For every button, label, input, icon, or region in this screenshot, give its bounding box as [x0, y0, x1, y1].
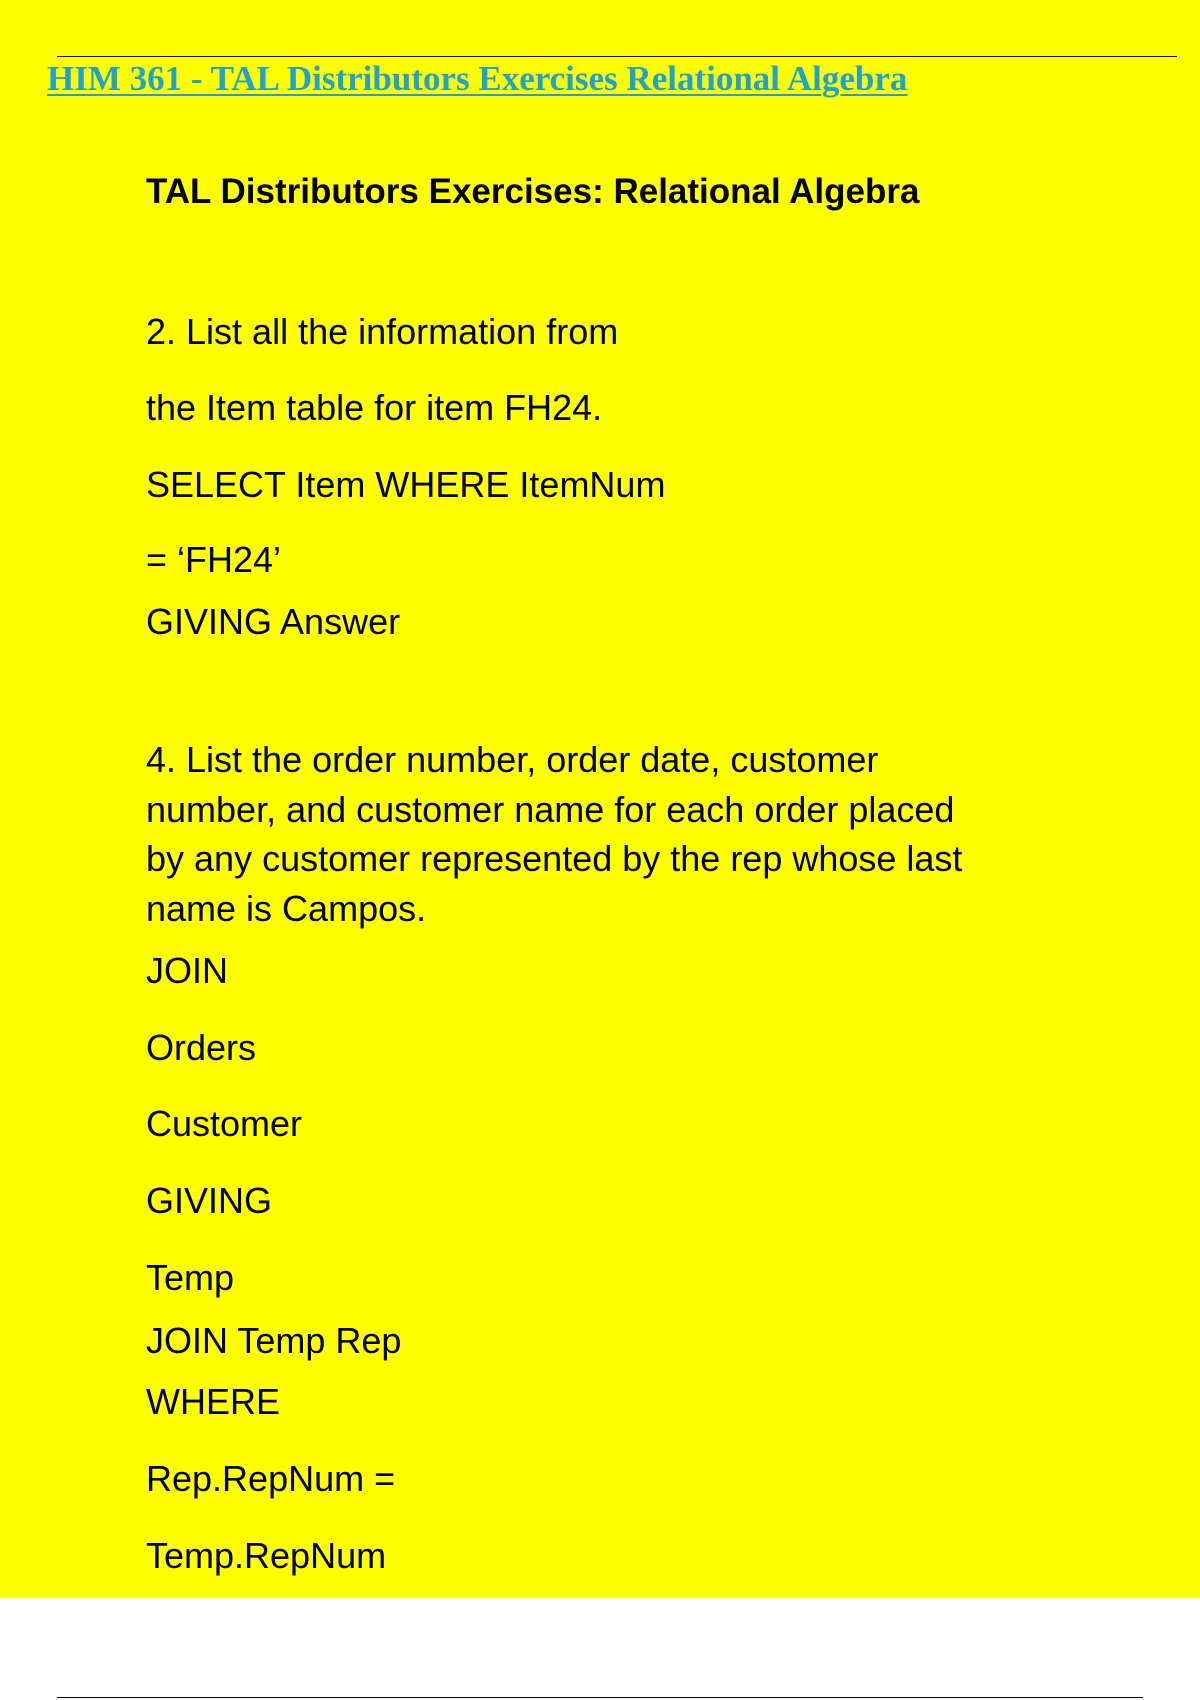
q2-line-1: 2. List all the information from: [146, 311, 619, 352]
q4-question-line: 4. List the order number, order date, customer: [146, 739, 879, 780]
q4-answer-line-9: Temp.RepNum: [146, 1535, 387, 1576]
q4-question: [146, 735, 1146, 933]
q4-question-line: name is Campos.: [146, 887, 427, 929]
q4-question-line: number, and customer name for each order placed: [146, 788, 955, 830]
document-title: TAL Distributors Exercises: Relational Algebra: [146, 172, 920, 211]
q4-answer-line-6: JOIN Temp Rep: [146, 1320, 402, 1361]
q4-answer-line-2: Orders: [146, 1027, 257, 1068]
q4-answer-line-1: JOIN: [146, 950, 229, 991]
q2-query-line-2: = ‘FH24’: [146, 539, 282, 580]
q2-query-line-3: GIVING Answer: [146, 601, 401, 642]
bottom-divider: [57, 1697, 1143, 1698]
q2-query-line-1: SELECT Item WHERE ItemNum: [146, 464, 666, 505]
q2-line-2: the Item table for item FH24.: [146, 387, 603, 428]
q4-answer-line-4: GIVING: [146, 1180, 273, 1221]
q4-answer-line-7: WHERE: [146, 1381, 280, 1422]
q4-question-line: by any customer represented by the rep whose last: [146, 838, 963, 879]
q4-answer-line-8: Rep.RepNum =: [146, 1458, 396, 1499]
q4-answer-line-3: Customer: [146, 1103, 303, 1144]
document-header-link[interactable]: HIM 361 - TAL Distributors Exercises Relational Algebra: [47, 59, 908, 98]
q4-answer-line-5: Temp: [146, 1257, 235, 1298]
